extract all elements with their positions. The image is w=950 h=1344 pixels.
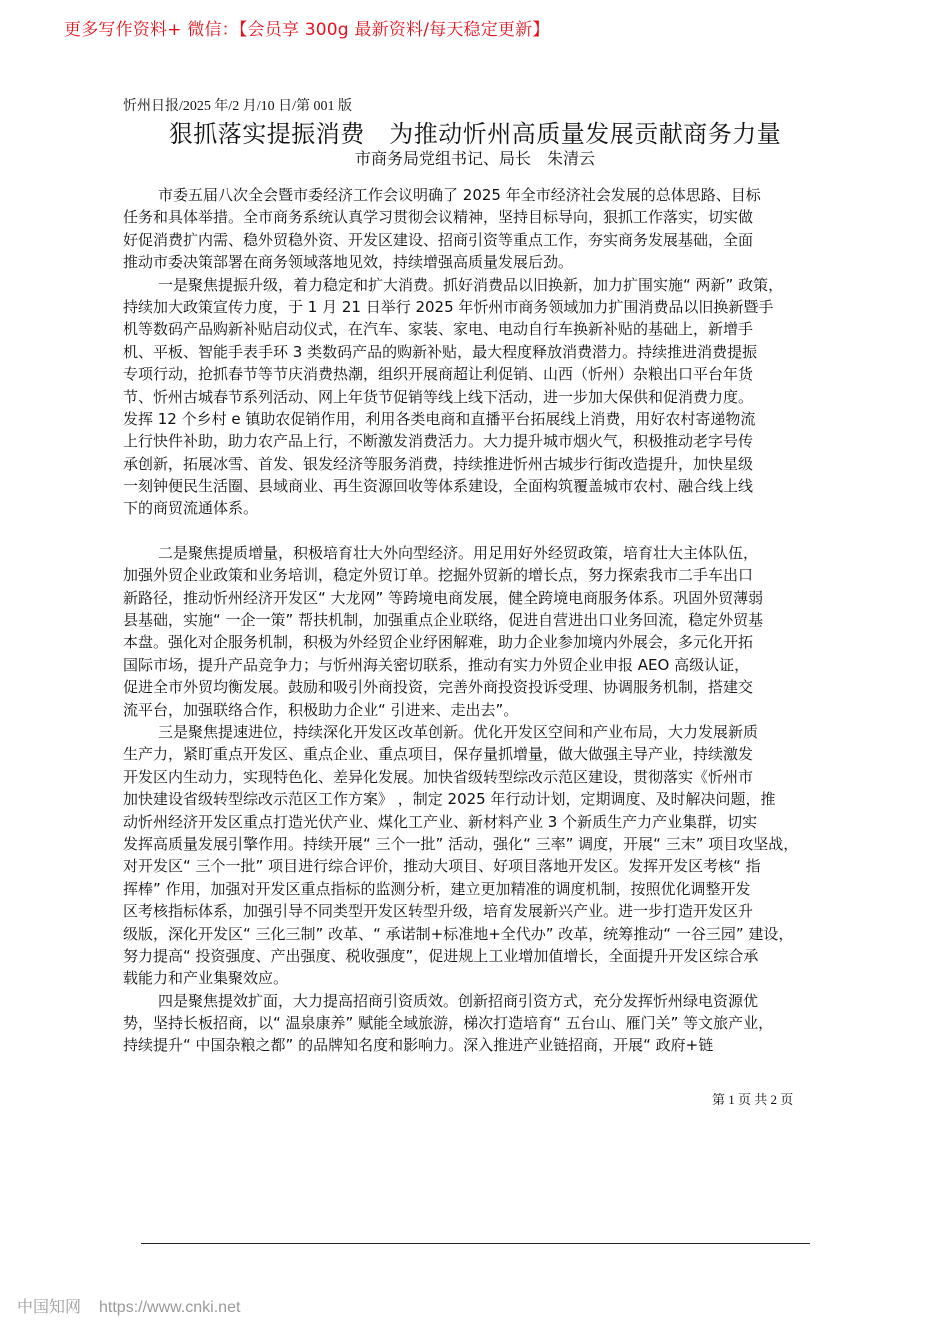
text-line: 促进全市外贸均衡发展。鼓励和吸引外商投资，完善外商投资投诉受理、协调服务机制，搭建交	[123, 678, 754, 697]
text-line: 推动市委决策部署在商务领域落地见效，持续增强高质量发展后劲。	[123, 253, 574, 272]
text-line: 上行快件补助，助力农产品上行，不断激发消费活力。大力提升城市烟火气，积极推动老字号传	[123, 432, 754, 451]
article-title: 狠抓落实提振消费 为推动忻州高质量发展贡献商务力量	[168, 120, 782, 148]
text-line: 持续提升“ 中国杂粮之都” 的品牌知名度和影响力。深入推进产业链招商，开展“ 政府+链	[123, 1036, 714, 1055]
text-line: 四是聚焦提效扩面，大力提高招商引资质效。创新招商引资方式，充分发挥忻州绿电资源优	[158, 991, 759, 1010]
text-line: 新路径，推动忻州经济开发区“ 大龙网” 等跨境电商发展，健全跨境电商服务体系。巩固外贸薄弱	[123, 588, 764, 607]
text-line: 持续加大政策宣传力度，于 1 月 21 日举行 2025 年忻州市商务领域加力扩围消费品以旧换新暨手	[123, 297, 774, 316]
text-line: 挥棒” 作用，加强对开发区重点指标的监测分析，建立更加精准的调度机制，按照优化调整开发	[123, 879, 751, 898]
text-line: 加强外贸企业政策和业务培训，稳定外贸订单。挖掘外贸新的增长点，努力探索我市二手车出口	[123, 566, 754, 585]
text-line: 县基础，实施“ 一企一策” 帮扶机制，加强重点企业联络，促进自营进出口业务回流，稳定外贸基	[123, 611, 764, 630]
text-line: 机等数码产品购新补贴启动仪式，在汽车、家装、家电、电动自行车换新补贴的基础上，新增手	[123, 320, 754, 339]
text-line: 发挥高质量发展引擎作用。持续开展“ 三个一批” 活动，强化“ 三率” 调度，开展“ 三末” 项目攻坚战，	[123, 834, 799, 853]
text-line: 一是聚焦提振升级，着力稳定和扩大消费。抓好消费品以旧换新，加力扩围实施“ 两新” 政策，	[158, 275, 784, 294]
text-line: 一刻钟便民生活圈、县域商业、再生资源回收等体系建设，全面构筑覆盖城市农村、融合线上线	[123, 477, 754, 496]
article-author: 市商务局党组书记、局长 朱清云	[354, 149, 595, 168]
text-line: 承创新，拓展冰雪、首发、银发经济等服务消费，持续推进忻州古城步行街改造提升，加快星级	[123, 454, 754, 473]
text-line: 本盘。强化对企服务机制，积极为外经贸企业纾困解难，助力企业参加境内外展会，多元化开拓	[123, 633, 754, 652]
text-line: 动忻州经济开发区重点打造光伏产业、煤化工产业、新材料产业 3 个新质生产力产业集群，切实	[123, 812, 758, 831]
promo-banner: 更多写作资料+ 微信：【会员享 300g 最新资料/每天稳定更新】	[64, 20, 550, 40]
paragraph	[123, 184, 835, 274]
text-line: 势，坚持长板招商，以“ 温泉康养” 赋能全域旅游，梯次打造培育“ 五台山、雁门关” 等文旅产业，	[123, 1014, 774, 1033]
footer-divider	[141, 1243, 810, 1244]
text-line: 国际市场，提升产品竞争力；与忻州海关密切联系，推动有实力外贸企业申报 AEO 高级认证，	[123, 655, 750, 674]
paragraph	[123, 274, 835, 520]
source-line: 忻州日报/2025 年/2 月/10 日/第 001 版	[123, 99, 353, 114]
text-line: 好促消费扩内需、稳外贸稳外资、开发区建设、招商引资等重点工作，夯实商务发展基础，全面	[123, 230, 754, 249]
text-line: 区考核指标体系，加强引导不同类型开发区转型升级，培育发展新兴产业。进一步打造开发区升	[123, 902, 754, 921]
text-line: 发挥 12 个乡村 e 镇助农促销作用，利用各类电商和直播平台拓展线上消费，用好农村寄递物流	[123, 409, 756, 428]
paragraph	[123, 990, 835, 1057]
watermark-url: https://www.cnki.net	[99, 1299, 241, 1316]
text-line: 市委五届八次全会暨市委经济工作会议明确了 2025 年全市经济社会发展的总体思路、目标	[158, 186, 761, 204]
text-line: 节、忻州古城春节系列活动、网上年货节促销等线上线下活动，进一步加大保供和促消费力度。	[123, 387, 754, 406]
text-line: 级版，深化开发区“ 三化三制” 改革、“ 承诺制+标准地+全代办” 改革，统筹推动“ 一谷三园” 建设，	[123, 924, 794, 943]
text-line: 任务和具体举措。全市商务系统认真学习贯彻会议精神，坚持目标导向，狠抓工作落实，切实做	[123, 208, 754, 227]
text-line: 开发区内生动力，实现特色化、差异化发展。加快省级转型综改示范区建设，贯彻落实《忻州市	[123, 767, 754, 786]
paragraph	[123, 542, 835, 721]
watermark-site-name: 中国知网	[17, 1297, 82, 1316]
text-line: 载能力和产业集聚效应。	[123, 969, 289, 988]
text-line: 生产力，紧盯重点开发区、重点企业、重点项目，保存量抓增量，做大做强主导产业，持续激发	[123, 745, 754, 764]
text-line: 下的商贸流通体系。	[123, 499, 259, 518]
text-line: 机、平板、智能手表手环 3 类数码产品的购新补贴，最大程度释放消费潜力。持续推进消费提振	[123, 342, 758, 361]
text-line: 三是聚焦提速进位，持续深化开发区改革创新。优化开发区空间和产业布局，大力发展新质	[158, 722, 759, 741]
paragraph	[123, 721, 835, 990]
text-line: 对开发区“ 三个一批” 项目进行综合评价，推动大项目、好项目落地开发区。发挥开发区考核“ 指	[123, 857, 761, 876]
text-line: 流平台，加强联络合作，积极助力企业“ 引进来、走出去”。	[123, 700, 519, 719]
cnki-watermark	[17, 1294, 240, 1317]
text-line: 加快建设省级转型综改示范区工作方案》 ，制定 2025 年行动计划，定期调度、及时解决问题，推	[123, 790, 776, 809]
article-body	[123, 184, 835, 1057]
page-number: 第 1 页 共 2 页	[712, 1092, 794, 1107]
paragraph-gap	[123, 520, 835, 542]
text-line: 专项行动，抢抓春节等节庆消费热潮，组织开展商超让利促销、山西（忻州）杂粮出口平台年货	[123, 365, 754, 384]
text-line: 二是聚焦提质增量，积极培育壮大外向型经济。用足用好外经贸政策，培育壮大主体队伍，	[158, 543, 759, 562]
text-line: 努力提高“ 投资强度、产出强度、税收强度”，促进规上工业增加值增长，全面提升开发区综合承	[123, 946, 759, 965]
